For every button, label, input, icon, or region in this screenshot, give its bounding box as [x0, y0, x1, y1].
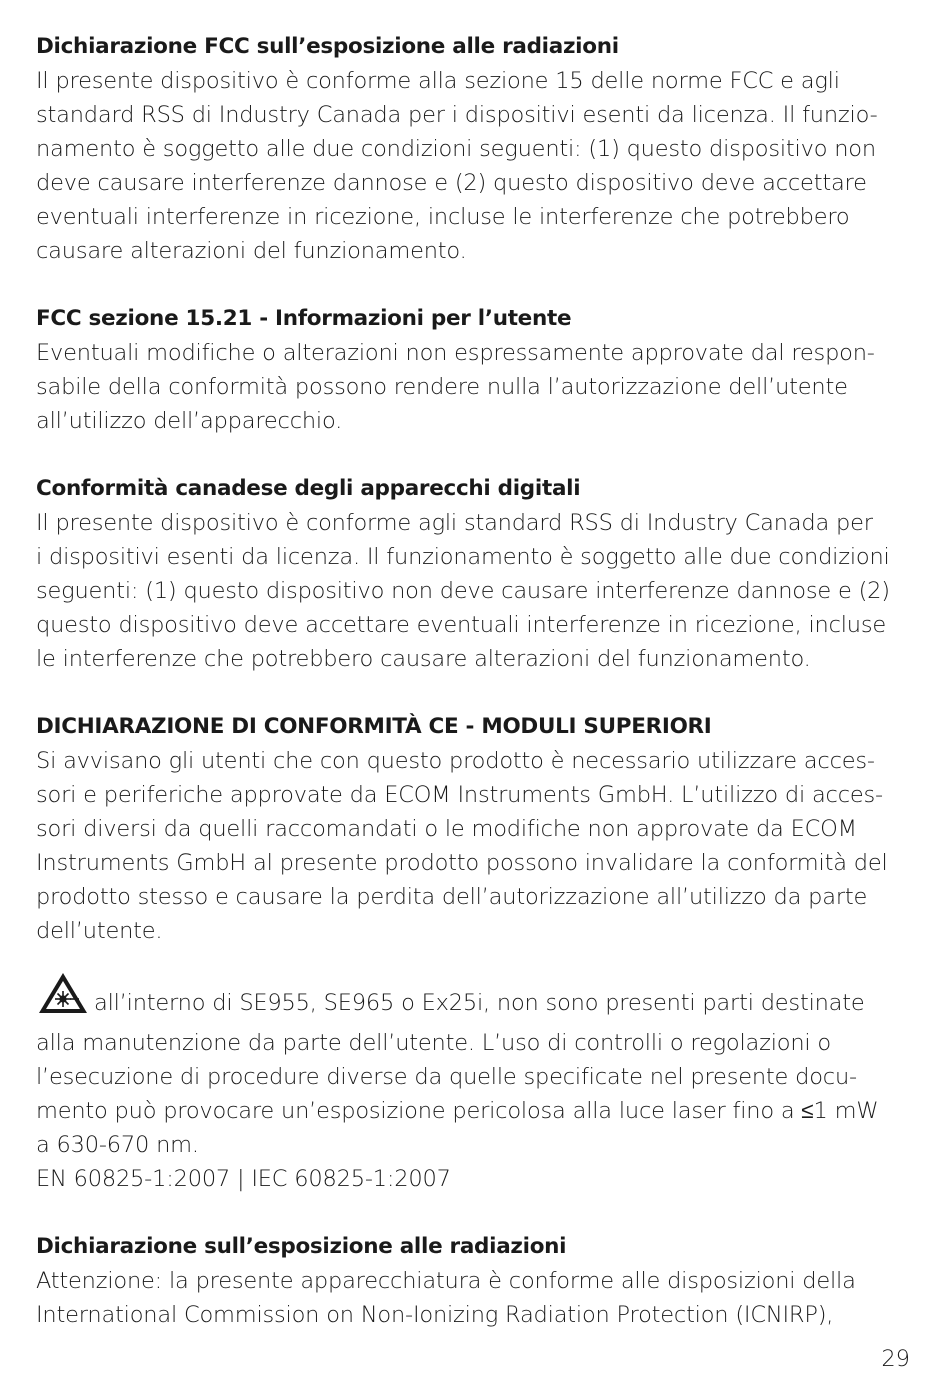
spacer [36, 1196, 916, 1230]
spacer [36, 948, 916, 970]
document-page [36, 30, 916, 1332]
body-line: alla manutenzione da parte dell’utente. L’uso di controlli o regolazioni o [36, 1030, 831, 1056]
laser-warning-icon [36, 970, 90, 1014]
body-line: questo dispositivo deve accettare eventuali interferenze in ricezione, incluse [36, 612, 887, 638]
section-heading: Dichiarazione FCC sull’esposizione alle radiazioni [36, 34, 619, 59]
section-laser-warning [36, 970, 916, 1196]
body-line: Eventuali modifiche o alterazioni non espressamente approvate dal respon- [36, 340, 875, 366]
body-line: dell’utente. [36, 918, 163, 944]
section-heading: Conformità canadese degli apparecchi digitali [36, 476, 581, 501]
body-line: prodotto stesso e causare la perdita dell’autorizzazione all’utilizzo da parte [36, 884, 868, 910]
laser-first-line [36, 970, 916, 1026]
body-line: standard RSS di Industry Canada per i dispositivi esenti da licenza. Il funzio- [36, 102, 878, 128]
section-fcc-15-21 [36, 302, 916, 438]
body-line: all’utilizzo dell’apparecchio. [36, 408, 343, 434]
section-canada-compliance [36, 472, 916, 676]
body-line: Instruments GmbH al presente prodotto possono invalidare la conformità del [36, 850, 888, 876]
body-line: Attenzione: la presente apparecchiatura è conforme alle disposizioni della [36, 1268, 856, 1294]
section-radiation-exposure [36, 1230, 916, 1332]
body-line: International Commission on Non-Ionizing Radiation Protection (ICNIRP), [36, 1302, 834, 1328]
body-line: sori e periferiche approvate da ECOM Instruments GmbH. L’utilizzo di acces- [36, 782, 883, 808]
body-line: eventuali interferenze in ricezione, incluse le interferenze che potrebbero [36, 204, 850, 230]
body-line: i dispositivi esenti da licenza. Il funzionamento è soggetto alle due condizioni [36, 544, 890, 570]
standards-line: EN 60825-1:2007 | IEC 60825-1:2007 [36, 1166, 451, 1192]
section-ce-declaration [36, 710, 916, 948]
spacer [36, 676, 916, 710]
body-line: le interferenze che potrebbero causare alterazioni del funzionamento. [36, 646, 811, 672]
page-number: 29 [881, 1346, 910, 1372]
spacer [36, 438, 916, 472]
body-line: namento è soggetto alle due condizioni seguenti: (1) questo dispositivo non [36, 136, 876, 162]
body-line: sori diversi da quelli raccomandati o le modifiche non approvate da ECOM [36, 816, 857, 842]
section-heading: DICHIARAZIONE DI CONFORMITÀ CE - MODULI SUPERIORI [36, 714, 712, 739]
body-line: Il presente dispositivo è conforme alla sezione 15 delle norme FCC e agli [36, 68, 840, 94]
body-line: l’esecuzione di procedure diverse da quelle specificate nel presente docu- [36, 1064, 857, 1090]
laser-text: all’interno di SE955, SE965 o Ex25i, non sono presenti parti destinate [94, 990, 865, 1016]
body-line: deve causare interferenze dannose e (2) questo dispositivo deve accettare [36, 170, 867, 196]
body-line: causare alterazioni del funzionamento. [36, 238, 467, 264]
section-heading: Dichiarazione sull’esposizione alle radiazioni [36, 1234, 567, 1259]
body-line: mento può provocare un’esposizione pericolosa alla luce laser fino a ≤1 mW [36, 1098, 879, 1124]
section-heading: FCC sezione 15.21 - Informazioni per l’utente [36, 306, 572, 331]
body-line: seguenti: (1) questo dispositivo non deve causare interferenze dannose e (2) [36, 578, 890, 604]
body-line: Si avvisano gli utenti che con questo prodotto è necessario utilizzare acces- [36, 748, 875, 774]
spacer [36, 268, 916, 302]
body-line: Il presente dispositivo è conforme agli standard RSS di Industry Canada per [36, 510, 873, 536]
body-line: sabile della conformità possono rendere nulla l’autorizzazione dell’utente [36, 374, 848, 400]
body-line: a 630-670 nm. [36, 1132, 199, 1158]
section-fcc-radiation [36, 30, 916, 268]
